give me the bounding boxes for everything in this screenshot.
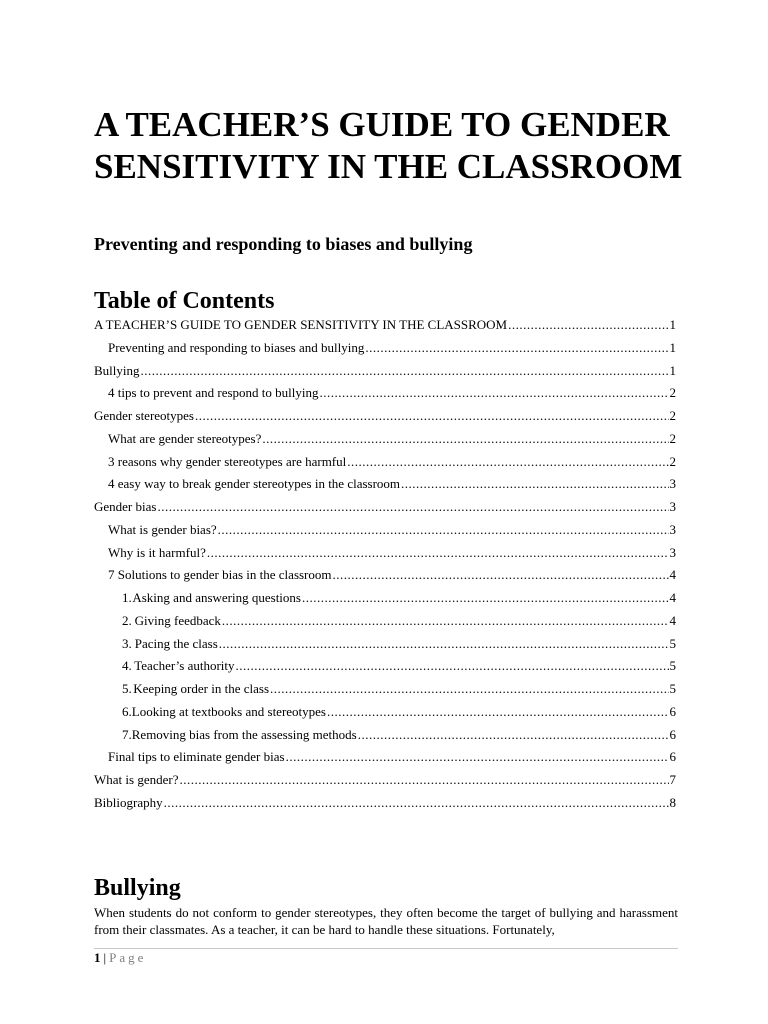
toc-entry[interactable]: [94, 452, 676, 475]
toc-entry-page-number[interactable]: 2: [669, 453, 676, 469]
toc-entry[interactable]: [94, 679, 676, 702]
toc-dot-leader: [508, 315, 668, 335]
toc-entry-page-number[interactable]: 4: [669, 567, 676, 583]
toc-entry[interactable]: [94, 406, 676, 429]
toc-entry-page-number[interactable]: 3: [669, 499, 676, 514]
toc-entry-number: 3.: [122, 635, 132, 651]
toc-entry[interactable]: [94, 793, 676, 816]
toc-entry-page-number[interactable]: 3: [669, 544, 676, 560]
toc-entry-title[interactable]: Bibliography: [94, 794, 163, 810]
toc-entry-page-number[interactable]: 3: [669, 476, 676, 492]
toc-entry-number: 4.: [122, 658, 132, 674]
toc-dot-leader: [164, 793, 669, 813]
toc-entry-title[interactable]: 4 tips to prevent and respond to bullying: [108, 385, 319, 401]
toc-entry-page-number[interactable]: 6: [669, 703, 676, 719]
toc-dot-leader: [365, 338, 668, 358]
toc-entry[interactable]: [94, 725, 676, 748]
toc-entry-title[interactable]: Final tips to eliminate gender bias: [108, 749, 285, 765]
toc-entry-page-number[interactable]: 4: [669, 590, 676, 605]
toc-entry-number: 7.: [122, 726, 132, 742]
toc-entry[interactable]: [94, 497, 676, 520]
toc-dot-leader: [401, 474, 668, 494]
page-footer: [94, 950, 146, 966]
footer-page-number: 1: [94, 950, 101, 965]
toc-dot-leader: [195, 406, 669, 426]
toc-entry[interactable]: [94, 611, 676, 634]
toc-entry[interactable]: [94, 520, 676, 543]
table-of-contents: [94, 315, 676, 816]
toc-entry-page-number[interactable]: 4: [669, 612, 676, 628]
toc-dot-leader: [270, 679, 669, 699]
toc-entry[interactable]: [94, 656, 676, 679]
toc-entry-page-number[interactable]: 3: [669, 521, 676, 537]
toc-entry[interactable]: [94, 702, 676, 725]
toc-entry-title[interactable]: Pacing the class: [134, 635, 218, 651]
toc-entry-title[interactable]: Why is it harmful?: [108, 544, 206, 560]
toc-entry-page-number[interactable]: 1: [669, 362, 676, 378]
toc-entry[interactable]: [94, 747, 676, 770]
toc-dot-leader: [157, 497, 668, 517]
toc-entry-page-number[interactable]: 7: [669, 772, 676, 787]
toc-entry-page-number[interactable]: 6: [669, 726, 676, 742]
toc-entry-title[interactable]: A TEACHER’S GUIDE TO GENDER SENSITIVITY IN THE CLASSROOM: [94, 317, 508, 332]
toc-entry-number: 2.: [122, 612, 132, 628]
toc-entry-page-number[interactable]: 1: [669, 339, 676, 355]
toc-entry-page-number[interactable]: 5: [669, 681, 676, 696]
toc-entry-title[interactable]: Removing bias from the assessing methods: [131, 726, 357, 742]
toc-dot-leader: [358, 725, 669, 745]
toc-entry-title[interactable]: Looking at textbooks and stereotypes: [131, 703, 326, 719]
toc-entry[interactable]: [94, 361, 676, 384]
toc-dot-leader: [302, 588, 669, 608]
toc-entry-number: 1.: [122, 590, 132, 605]
toc-entry-number: 6.: [122, 703, 132, 719]
toc-entry[interactable]: [94, 588, 676, 611]
toc-entry-title[interactable]: What are gender stereotypes?: [108, 430, 262, 446]
toc-entry-title[interactable]: 7 Solutions to gender bias in the classroom: [108, 567, 332, 583]
toc-dot-leader: [179, 770, 668, 790]
toc-dot-leader: [333, 565, 669, 585]
toc-dot-leader: [219, 634, 669, 654]
toc-dot-leader: [327, 702, 669, 722]
toc-entry[interactable]: [94, 315, 676, 338]
toc-entry-title[interactable]: Bullying: [94, 362, 140, 378]
toc-entry-page-number[interactable]: 5: [669, 658, 676, 674]
toc-entry-title[interactable]: 3 reasons why gender stereotypes are harmful: [108, 453, 347, 469]
toc-entry-title[interactable]: What is gender bias?: [108, 521, 217, 537]
footer-separator: |: [103, 950, 107, 965]
toc-entry-title[interactable]: Preventing and responding to biases and bullying: [108, 339, 365, 355]
toc-dot-leader: [347, 452, 668, 472]
footer-divider: [94, 948, 678, 949]
toc-dot-leader: [320, 383, 669, 403]
toc-entry-title[interactable]: Teacher’s authority: [134, 658, 235, 674]
document-subtitle: Preventing and responding to biases and bullying: [94, 234, 473, 254]
toc-entry-title[interactable]: Gender bias: [94, 499, 157, 514]
toc-entry-number: 5.: [122, 681, 132, 696]
toc-entry-page-number[interactable]: 6: [669, 749, 676, 765]
toc-dot-leader: [222, 611, 669, 631]
toc-dot-leader: [207, 543, 669, 563]
toc-entry-title[interactable]: Asking and answering questions: [132, 590, 301, 605]
toc-dot-leader: [286, 747, 669, 767]
toc-dot-leader: [262, 429, 668, 449]
toc-entry-page-number[interactable]: 8: [669, 794, 676, 810]
toc-entry[interactable]: [94, 474, 676, 497]
toc-entry[interactable]: [94, 383, 676, 406]
footer-page-label: Page: [109, 950, 147, 965]
toc-dot-leader: [236, 656, 669, 676]
toc-entry-title[interactable]: What is gender?: [94, 772, 179, 787]
toc-dot-leader: [141, 361, 669, 381]
toc-entry[interactable]: [94, 565, 676, 588]
toc-entry-page-number[interactable]: 2: [669, 430, 676, 446]
toc-entry[interactable]: [94, 338, 676, 361]
toc-entry-page-number[interactable]: 5: [669, 635, 676, 651]
toc-entry-title[interactable]: Keeping order in the class: [133, 681, 269, 696]
toc-entry[interactable]: [94, 429, 676, 452]
toc-entry-title[interactable]: Giving feedback: [134, 612, 221, 628]
toc-entry[interactable]: [94, 770, 676, 793]
toc-entry-title[interactable]: Gender stereotypes: [94, 408, 194, 423]
section-heading-bullying: Bullying: [94, 875, 181, 901]
section-body-text: When students do not conform to gender stereotypes, they often become the target of bullying and harassment from their classmates. As a teacher, it can be hard to handle these situations. Fortunately,: [94, 905, 678, 937]
toc-entry-title[interactable]: 4 easy way to break gender stereotypes in the classroom: [108, 476, 401, 492]
toc-entry[interactable]: [94, 543, 676, 566]
toc-dot-leader: [218, 520, 669, 540]
toc-entry[interactable]: [94, 634, 676, 657]
toc-entry-page-number[interactable]: 2: [669, 408, 676, 423]
toc-heading: Table of Contents: [94, 288, 275, 314]
toc-entry-page-number[interactable]: 1: [669, 317, 676, 332]
document-title: A TEACHER’S GUIDE TO GENDER SENSITIVITY IN THE CLASSROOM: [94, 105, 683, 186]
toc-entry-page-number[interactable]: 2: [669, 385, 676, 401]
